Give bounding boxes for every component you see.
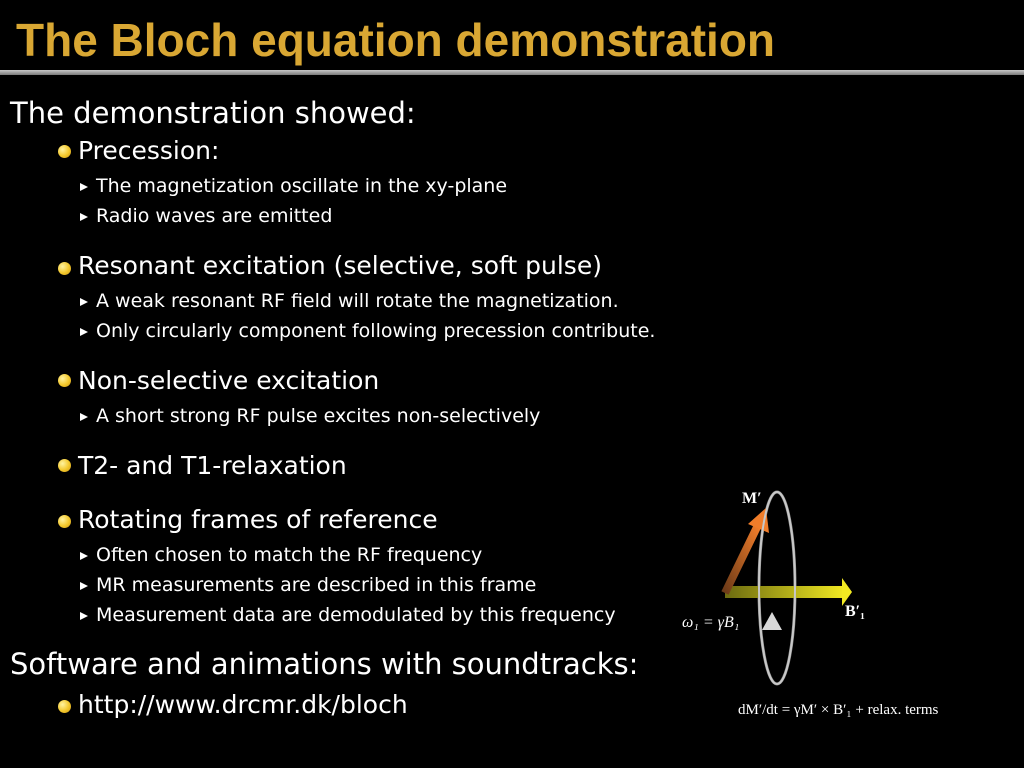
- bullet-icon: [58, 515, 71, 528]
- slide-title: The Bloch equation demonstration: [16, 14, 776, 66]
- omega-arrow-head: [762, 612, 782, 630]
- b1-arrow-shaft: [725, 586, 845, 598]
- list-item-relaxation: T2- and T1-relaxation: [78, 451, 347, 480]
- bullet-icon: [58, 145, 71, 158]
- bullet-icon: [58, 374, 71, 387]
- bloch-rotation-diagram: [670, 480, 1010, 730]
- omega-label: ω₁ = γB₁: [682, 614, 740, 631]
- section-heading-demonstration: The demonstration showed:: [10, 96, 416, 130]
- sub-item-radio-waves: Radio waves are emitted: [96, 205, 333, 227]
- sub-item-short-strong-pulse: A short strong RF pulse excites non-selectively: [96, 405, 541, 427]
- list-item-non-selective-excitation: Non-selective excitation: [78, 366, 380, 395]
- m-prime-label: M′: [742, 490, 762, 507]
- m-arrow-shaft: [725, 525, 758, 593]
- list-item-rotating-frames: Rotating frames of reference: [78, 505, 438, 534]
- sub-item-magnetization-oscillate: The magnetization oscillate in the xy-plane: [96, 175, 508, 197]
- sub-bullet-arrow-icon: [80, 213, 88, 221]
- bullet-icon: [58, 459, 71, 472]
- sub-item-weak-rf-field: A weak resonant RF field will rotate the magnetization.: [96, 290, 619, 312]
- b1-prime-label: B′₁: [845, 603, 865, 620]
- section-heading-software: Software and animations with soundtracks:: [10, 647, 639, 681]
- sub-bullet-arrow-icon: [80, 552, 88, 560]
- sub-bullet-arrow-icon: [80, 413, 88, 421]
- sub-bullet-arrow-icon: [80, 183, 88, 191]
- list-item-precession: Precession:: [78, 136, 220, 165]
- b1-arrow-head: [842, 578, 852, 606]
- sub-bullet-arrow-icon: [80, 582, 88, 590]
- sub-item-circular-component: Only circularly component following precession contribute.: [96, 320, 656, 342]
- sub-item-rf-frequency: Often chosen to match the RF frequency: [96, 544, 483, 566]
- bullet-icon: [58, 700, 71, 713]
- sub-bullet-arrow-icon: [80, 612, 88, 620]
- bullet-icon: [58, 262, 71, 275]
- bloch-equation: dM′/dt = γM′ × B′₁ + relax. terms: [738, 702, 939, 718]
- rotation-diagram-graphic: [670, 480, 1010, 730]
- sub-item-demodulated: Measurement data are demodulated by this frequency: [96, 604, 616, 626]
- sub-bullet-arrow-icon: [80, 328, 88, 336]
- title-divider: [0, 70, 1024, 75]
- bloch-url-link[interactable]: http://www.drcmr.dk/bloch: [78, 690, 408, 719]
- sub-bullet-arrow-icon: [80, 298, 88, 306]
- sub-item-mr-measurements: MR measurements are described in this frame: [96, 574, 537, 596]
- list-item-resonant-excitation: Resonant excitation (selective, soft pulse): [78, 251, 602, 280]
